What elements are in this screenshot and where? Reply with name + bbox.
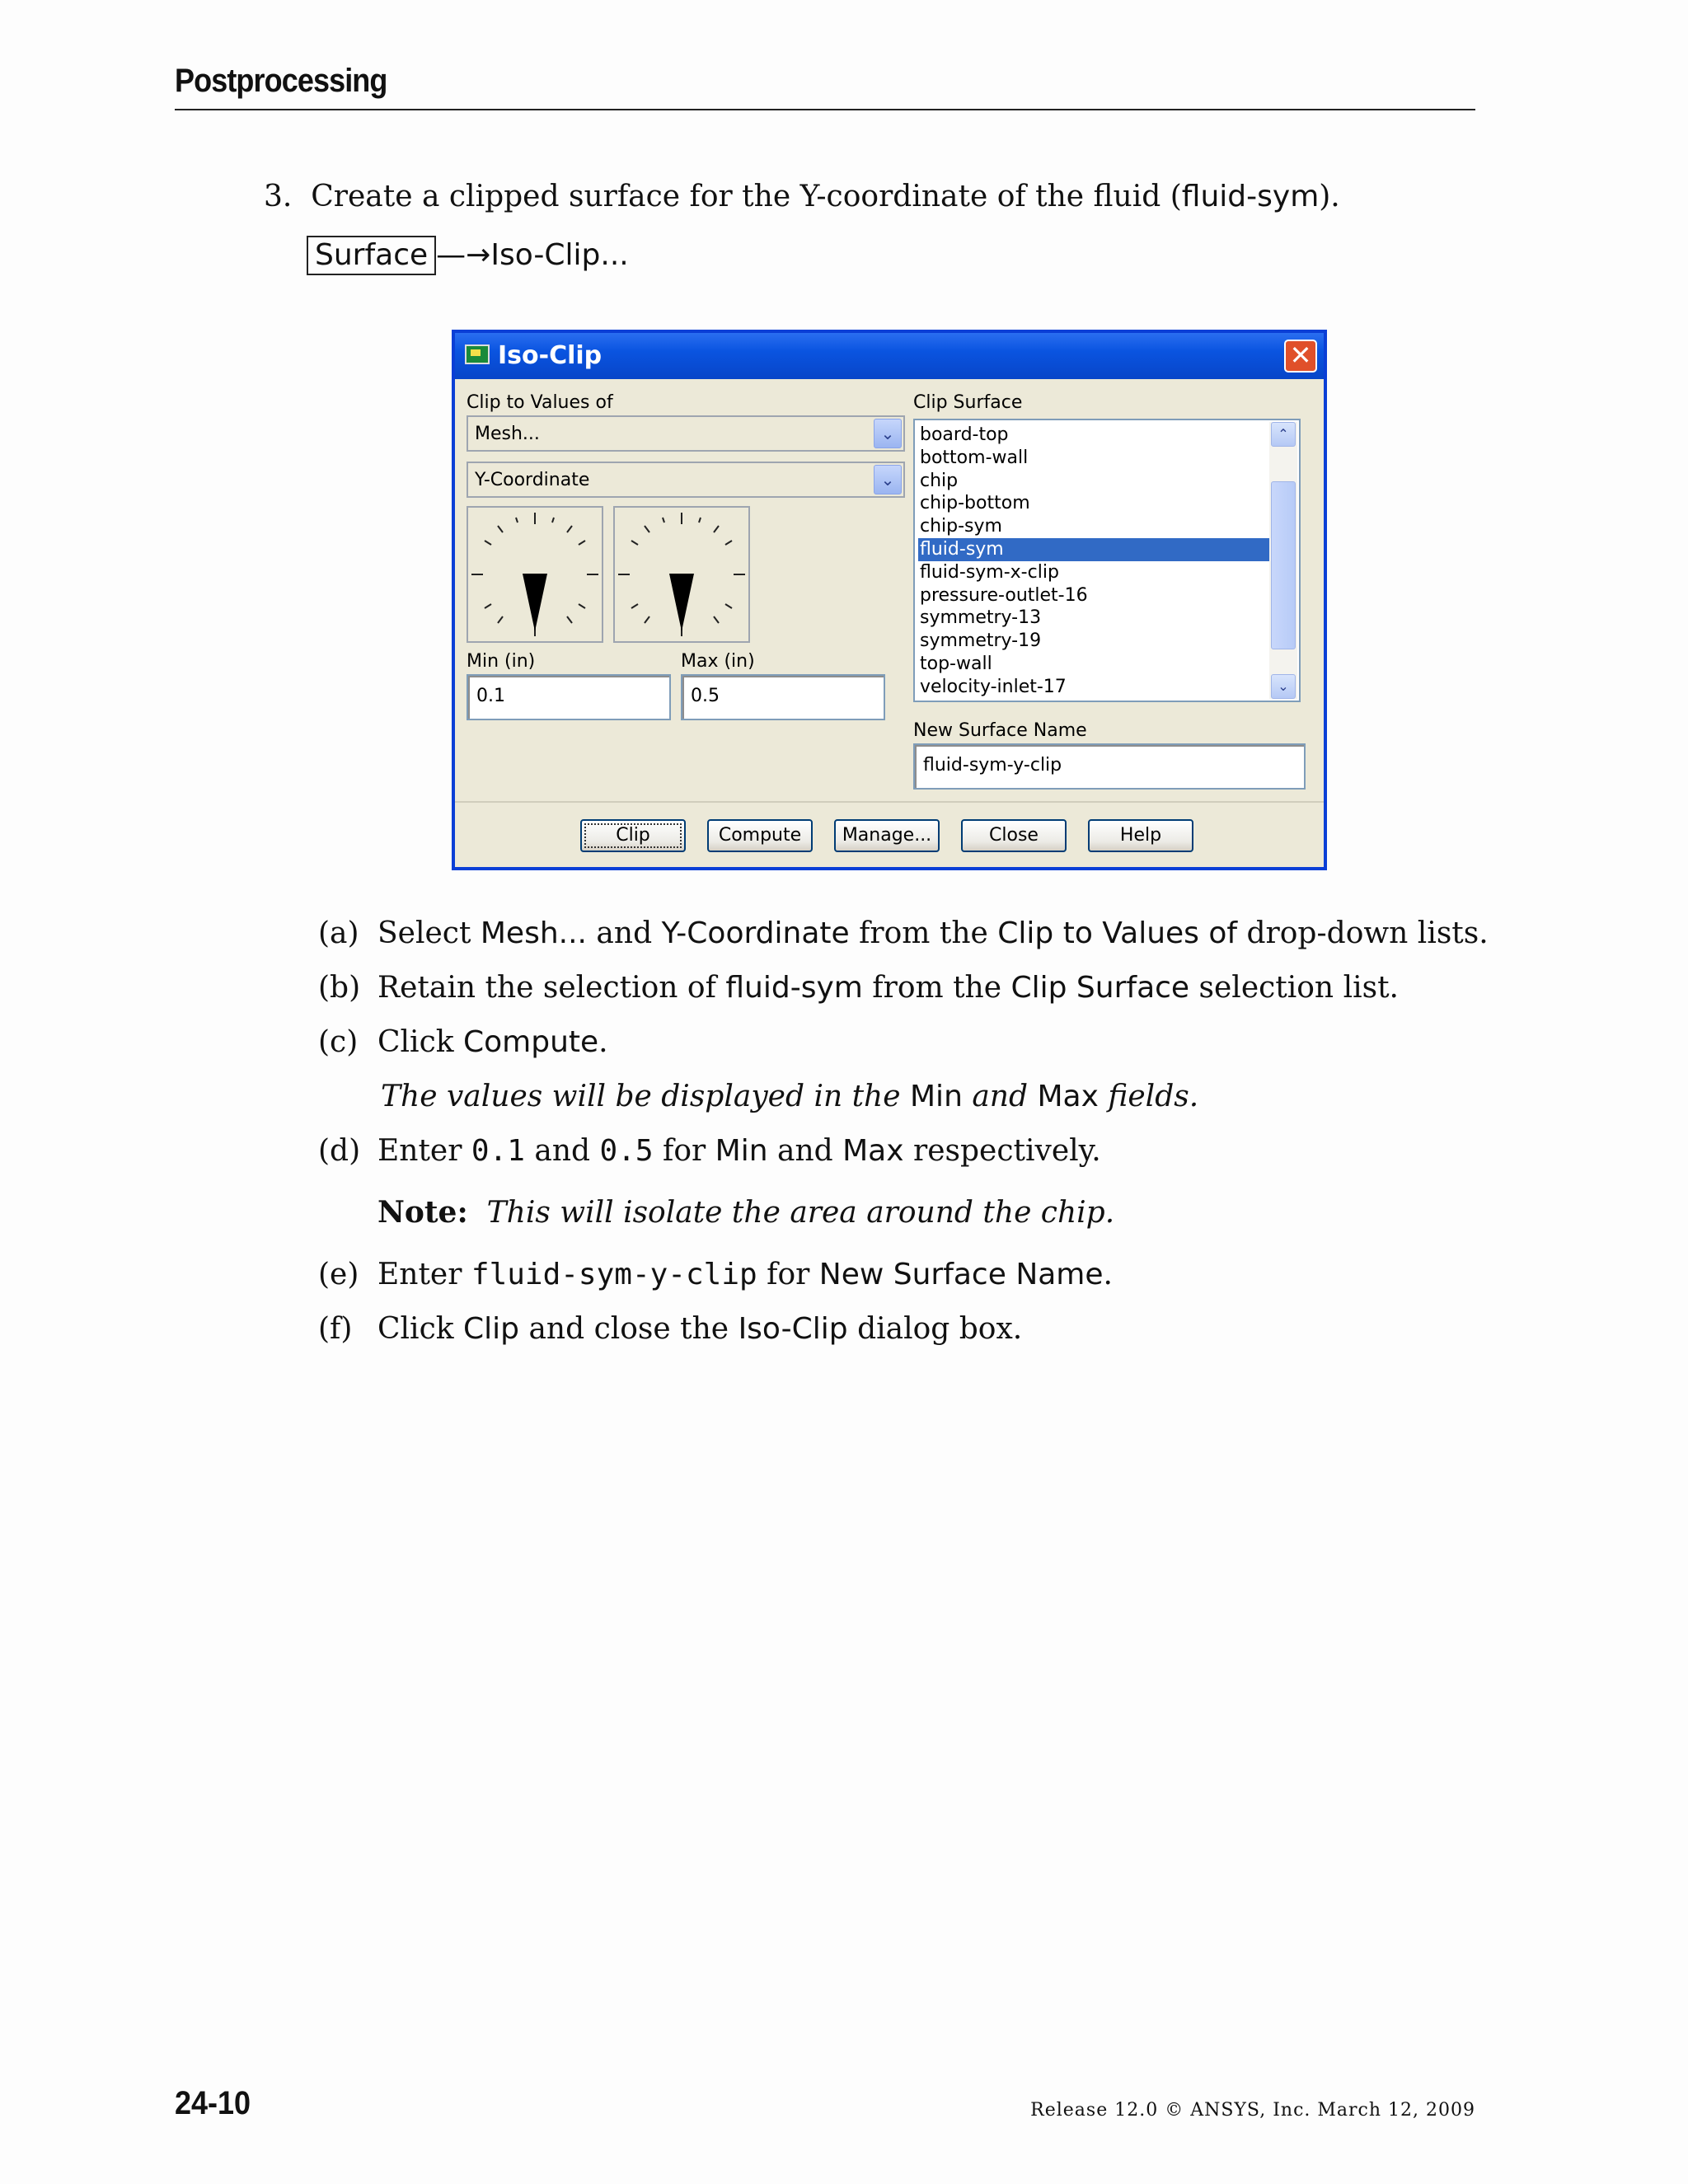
list-scrollbar[interactable] (1269, 422, 1297, 699)
clip-surface-label: Clip Surface (913, 392, 1023, 413)
help-button[interactable]: Help (1088, 819, 1193, 852)
dialog-title: Iso-Clip (498, 341, 603, 370)
max-value: 0.5 (691, 686, 720, 706)
list-item[interactable]: fluid-sym-x-clip (920, 561, 1059, 583)
step-text-a: Create a clipped surface for the Y-coordinate of the fluid ( (311, 180, 1182, 213)
list-item[interactable]: pressure-outlet-16 (920, 584, 1088, 606)
dial-icon (468, 508, 602, 641)
chevron-down-icon[interactable]: ⌄ (874, 419, 902, 448)
clip-surface-list[interactable] (913, 419, 1301, 702)
max-dial[interactable] (613, 506, 750, 643)
release-info: Release 12.0 © ANSYS, Inc. March 12, 2009 (1030, 2100, 1475, 2121)
button-separator (455, 801, 1324, 803)
item-text-f: Click Clip and close the Iso-Clip dialog box. (377, 1312, 1023, 1346)
clip-to-values-label: Clip to Values of (467, 392, 613, 413)
item-text-c: Click Compute. (377, 1025, 608, 1059)
dialog-titlebar[interactable] (455, 333, 1324, 379)
step-text-ui: fluid-sym (1181, 180, 1320, 213)
list-item[interactable]: bottom-wall (920, 447, 1029, 468)
item-label-d: (d) (318, 1134, 361, 1168)
clip-variable-combo[interactable] (467, 462, 905, 498)
page-number: 24-10 (175, 2085, 251, 2121)
app-icon (465, 344, 490, 364)
scrollbar-thumb[interactable] (1271, 481, 1296, 649)
chevron-up-icon[interactable]: ⌃ (1271, 422, 1296, 447)
clip-field-value: Mesh... (475, 424, 540, 444)
list-item[interactable]: fluid-sym (918, 538, 1269, 561)
list-item[interactable]: symmetry-13 (920, 607, 1042, 629)
min-dial[interactable] (467, 506, 603, 643)
step-number: 3. (264, 180, 293, 213)
new-surface-field[interactable] (913, 743, 1306, 790)
list-item[interactable]: chip (920, 470, 959, 491)
menu-item-iso-clip: Iso-Clip... (490, 238, 629, 272)
list-item[interactable]: chip-bottom (920, 493, 1030, 514)
clip-button[interactable]: Clip (580, 819, 686, 852)
step-3-text (264, 180, 1340, 213)
item-text-a: Select Mesh... and Y-Coordinate from the Clip to Values of drop-down lists. (377, 916, 1489, 950)
chevron-down-icon[interactable]: ⌄ (1271, 674, 1296, 699)
new-surface-value: fluid-sym-y-clip (923, 755, 1062, 776)
item-label-c: (c) (318, 1025, 359, 1059)
close-button[interactable]: Close (961, 819, 1067, 852)
list-item[interactable]: board-top (920, 424, 1009, 445)
manage-button[interactable]: Manage... (834, 819, 940, 852)
iso-clip-dialog (452, 330, 1327, 870)
chevron-down-icon[interactable]: ⌄ (874, 465, 902, 494)
list-item[interactable]: chip-sym (920, 516, 1002, 537)
clip-field-combo[interactable] (467, 415, 905, 452)
item-label-b: (b) (318, 971, 361, 1005)
max-label: Max (in) (681, 651, 755, 672)
step-text-b: ). (1319, 180, 1340, 213)
min-value: 0.1 (476, 686, 505, 706)
menu-surface-box: Surface (307, 236, 436, 275)
menu-path (307, 236, 629, 275)
new-surface-label: New Surface Name (913, 720, 1087, 741)
compute-button[interactable]: Compute (707, 819, 813, 852)
item-text-d: Enter 0.1 and 0.5 for Min and Max respectively. (377, 1134, 1101, 1168)
max-field[interactable] (681, 674, 885, 720)
item-label-e: (e) (318, 1258, 359, 1291)
close-icon[interactable]: ✕ (1284, 340, 1317, 373)
note-line: Note: This will isolate the area around the chip. (377, 1195, 1115, 1230)
min-field[interactable] (467, 674, 671, 720)
list-item[interactable]: velocity-inlet-17 (920, 676, 1067, 697)
header-rule (175, 109, 1475, 110)
list-item[interactable]: top-wall (920, 654, 992, 674)
clip-variable-value: Y-Coordinate (475, 470, 590, 490)
dial-icon (615, 508, 748, 641)
item-text-e: Enter fluid-sym-y-clip for New Surface Name. (377, 1258, 1113, 1291)
min-label: Min (in) (467, 651, 536, 672)
item-label-a: (a) (318, 916, 359, 950)
item-text-b: Retain the selection of fluid-sym from the Clip Surface selection list. (377, 971, 1399, 1005)
item-label-f: (f) (318, 1312, 353, 1346)
menu-arrow: —→ (436, 238, 491, 272)
page-header-title: Postprocessing (175, 63, 387, 99)
list-item[interactable]: symmetry-19 (920, 630, 1042, 652)
item-c-note: The values will be displayed in the Min and Max fields. (381, 1080, 1199, 1113)
